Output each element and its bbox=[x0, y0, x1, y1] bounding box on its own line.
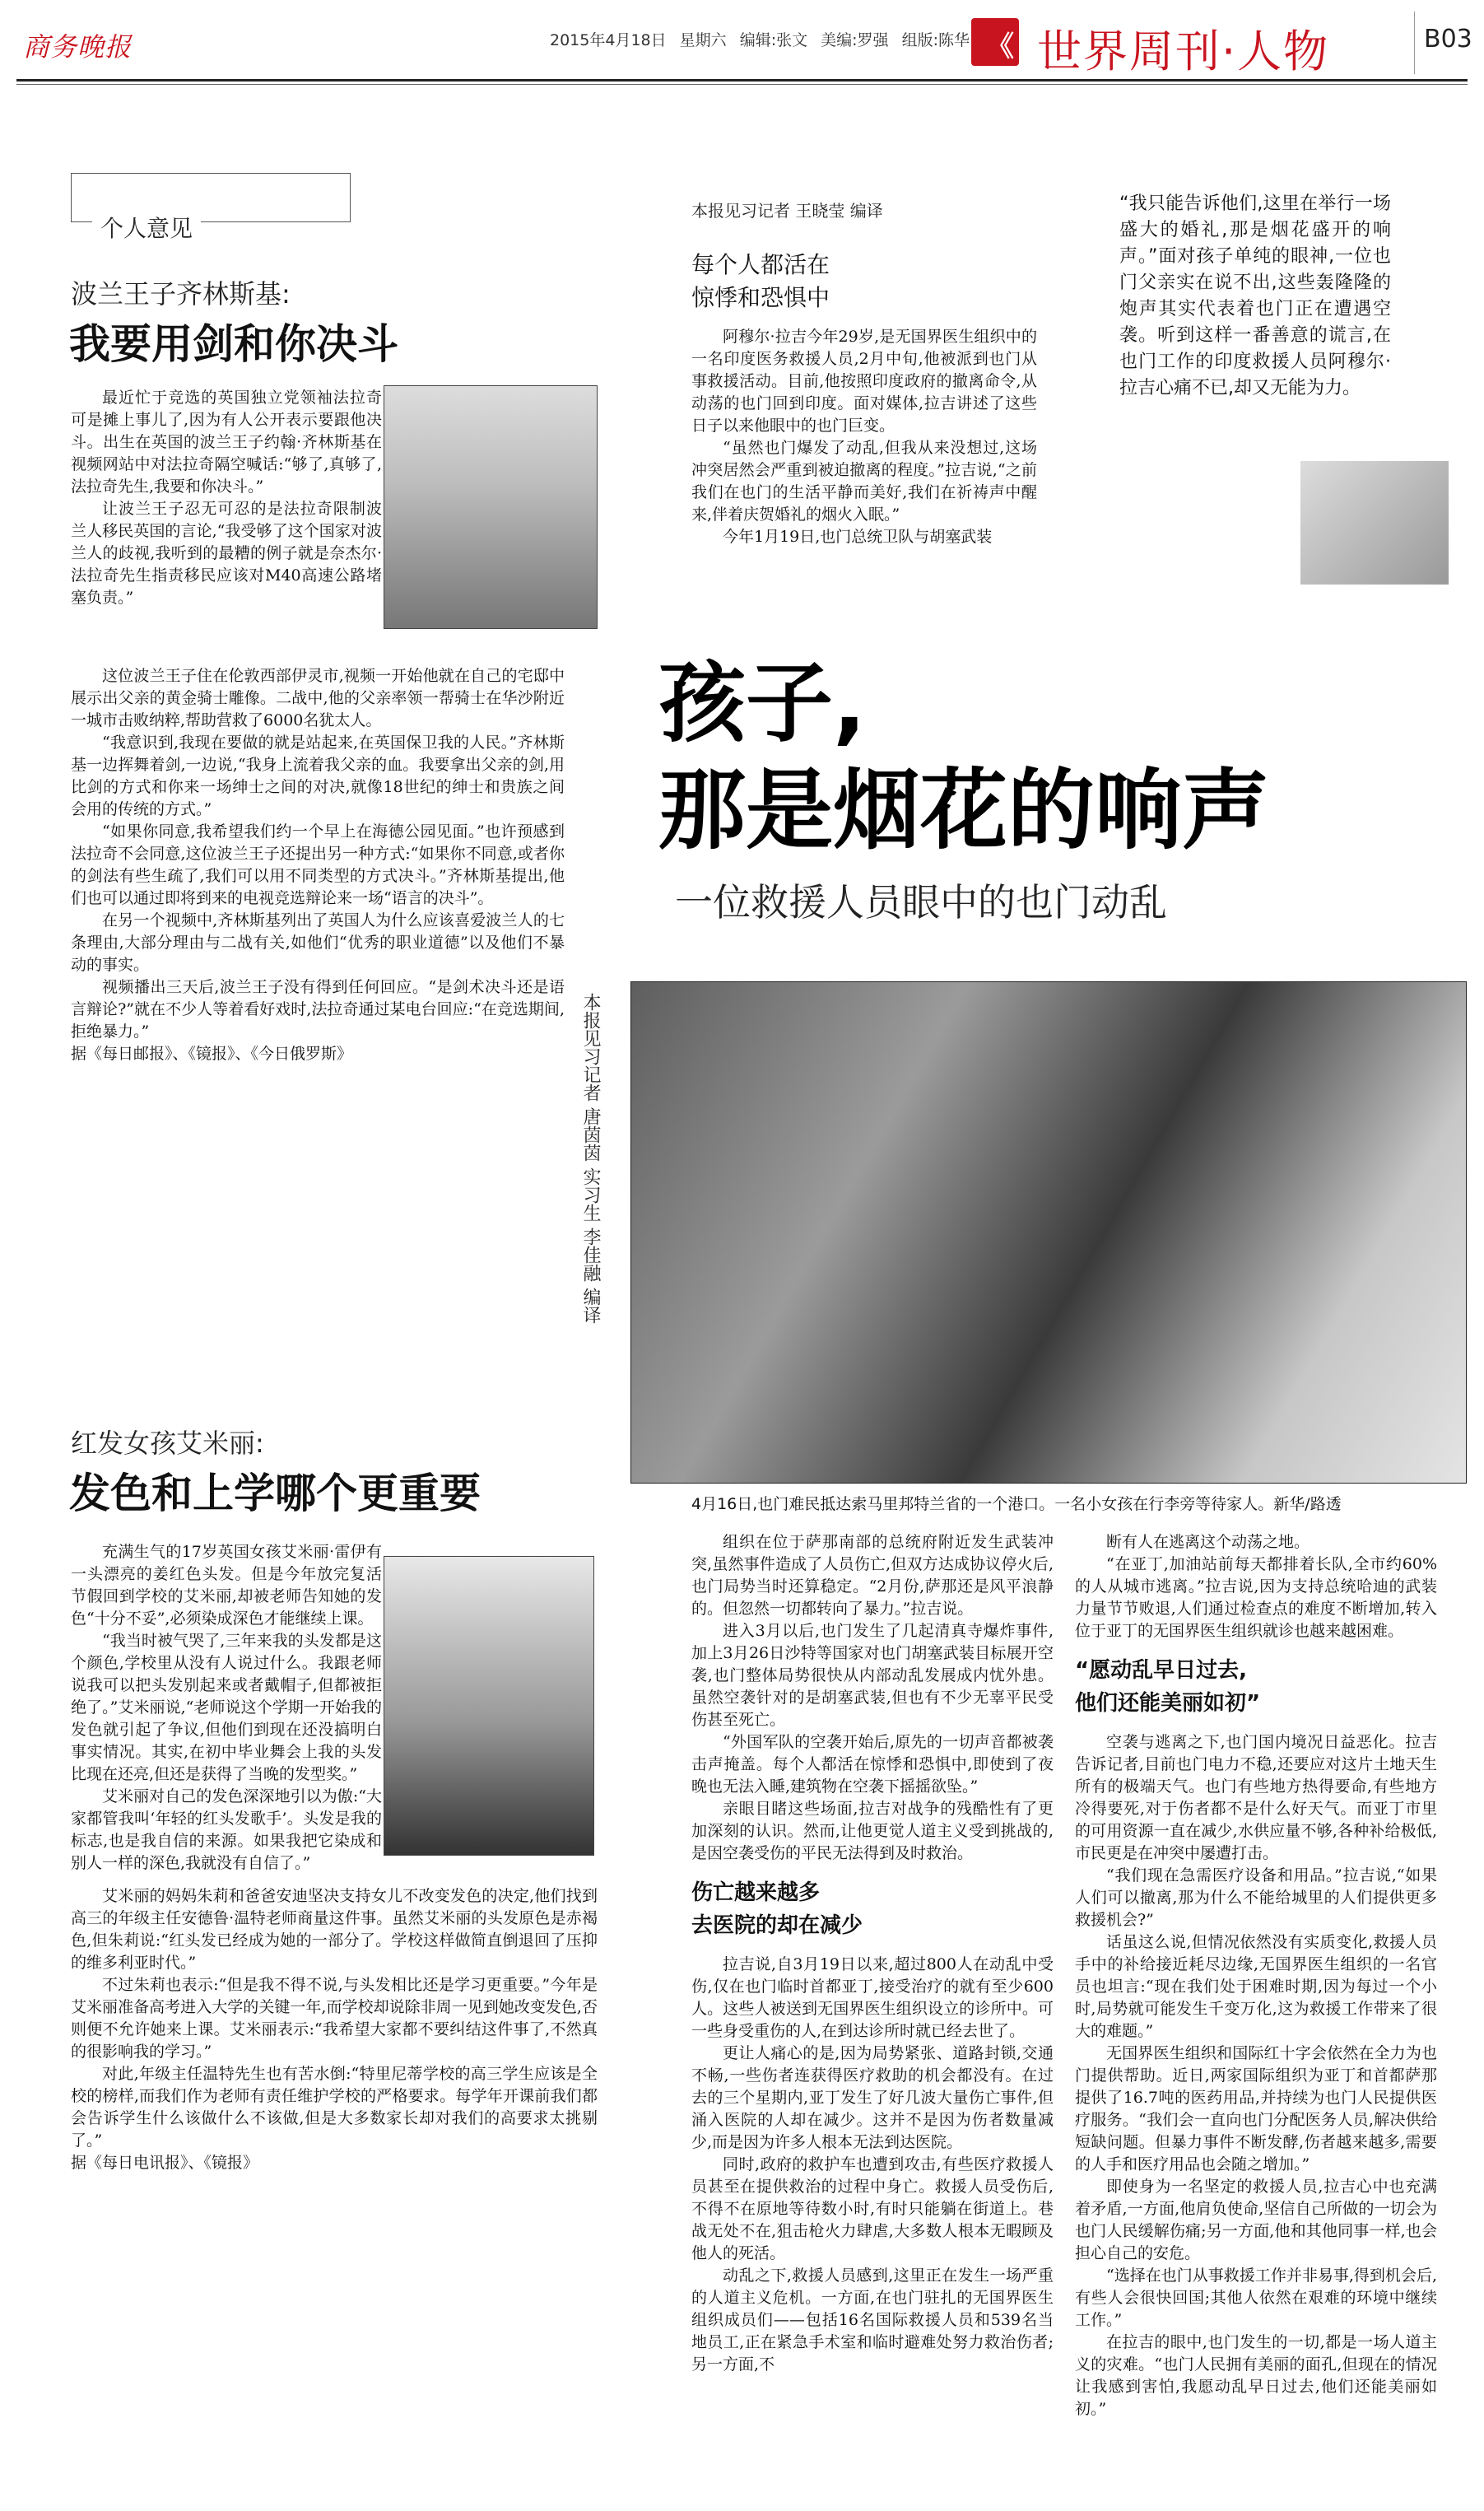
subhead-line: 他们还能美丽如初” bbox=[1075, 1691, 1261, 1716]
paragraph: 动乱之下,救援人员感到,这里正在发生一场严重的人道主义危机。一方面,在也门驻扎的无国界医生组织成员们——包括16名国际救援人员和539名当地员工,正在紧急手术室和临时避难处努力救治伤者;另一方面,不 bbox=[691, 2266, 1054, 2374]
paragraph: 艾米丽对自己的发色深深地引以为傲:“大家都管我叫‘年轻的红头发歌手’。头发是我的标志,也是我自信的来源。如果我把它染成和别人一样的深色,我就没有自信了。” bbox=[71, 1787, 382, 1872]
story1-credit: 据《每日邮报》、《镜报》、《今日俄罗斯》 bbox=[71, 1045, 353, 1063]
paragraph: 对此,年级主任温特先生也有苦水倒:“特里尼蒂学校的高三学生应该是全校的榜样,而我们作为老师有责任维护学校的严格要求。每学年开课前我们都会告诉学生什么该做什么不该做,但是大多数家长却对我们的高要求太挑剔了。” bbox=[71, 2065, 598, 2150]
masthead bbox=[0, 0, 1484, 79]
divider bbox=[1414, 12, 1415, 74]
paragraph: 在另一个视频中,齐林斯基列出了英国人为什么应该喜爱波兰人的七条理由,大部分理由与二战有关,如他们“优秀的职业道德”以及他们不暴动的事实。 bbox=[71, 911, 565, 974]
paragraph: “外国军队的空袭开始后,原先的一切声音都被袭击声掩盖。每个人都活在惊悸和恐惧中,即使到了夜晚也无法入睡,建筑物在空袭下摇摇欲坠。” bbox=[691, 1733, 1054, 1796]
quote-decoration bbox=[1300, 461, 1449, 585]
newspaper-logo: 商务晚报 bbox=[23, 31, 133, 63]
paragraph: 这位波兰王子住在伦敦西部伊灵市,视频一开始他就在自己的宅邸中展示出父亲的黄金骑士雕像。二战中,他的父亲率领一帮骑士在华沙附近一城市击败纳粹,帮助营救了6000名犹太人。 bbox=[71, 667, 565, 729]
story2-kicker: 红发女孩艾米丽: bbox=[71, 1428, 264, 1459]
paragraph: 在拉吉的眼中,也门发生的一切,都是一场人道主义的灾难。“也门人民拥有美丽的面孔,但现在的情况让我感到害怕,我愿动乱早日过去,他们还能美丽如初。” bbox=[1075, 2333, 1437, 2418]
paragraph: 断有人在逃离这个动荡之地。 bbox=[1106, 1533, 1310, 1551]
section-title: 世界周刊·人物 bbox=[1037, 26, 1330, 77]
paragraph: 拉吉说,自3月19日以来,超过800人在动乱中受伤,仅在也门临时首都亚丁,接受治疗的就有至少600人。这些人被送到无国界医生组织设立的诊所中。可一些身受重伤的人,在到达诊所时就已经去世了。 bbox=[691, 1955, 1054, 2040]
paragraph: 视频播出三天后,波兰王子没有得到任何回应。“是剑术决斗还是语言辩论?”就在不少人等着看好戏时,法拉奇通过某电台回应:“在竞选期间,拒绝暴力。” bbox=[71, 978, 565, 1041]
paragraph: 空袭与逃离之下,也门国内境况日益恶化。拉吉告诉记者,目前也门电力不稳,还要应对这片土地天生所有的极端天气。也门有些地方热得要命,有些地方冷得要死,对于伤者都不是什么好天气。而亚丁市里的可用资源一直在减少,水供应量不够,各种补给极低,市民更是在冲突中屡遭打击。 bbox=[1075, 1733, 1437, 1862]
paragraph: “我意识到,我现在要做的就是站起来,在英国保卫我的人民。”齐林斯基一边挥舞着剑,一边说,“我身上流着我父亲的血。我要拿出父亲的剑,用比剑的方式和你来一场绅士之间的对决,就像18世纪的绅士和贵族之间会用的传统的方式。” bbox=[71, 734, 565, 818]
subhead-line: 惊悸和恐惧中 bbox=[691, 284, 830, 311]
opinion-tag: 个人意见 bbox=[92, 211, 201, 244]
feature-intro bbox=[691, 326, 1037, 548]
subhead-line: 伤亡越来越多 bbox=[691, 1880, 821, 1905]
paragraph: 进入3月以后,也门发生了几起清真寺爆炸事件,加上3月26日沙特等国家对也门胡塞武装目标展开空袭,也门整体局势很快从内部动乱发展成内忧外患。虽然空袭针对的是胡塞武装,但也有不少无辜平民受伤甚至死亡。 bbox=[691, 1622, 1054, 1729]
byline-vertical: 本报见习记者 唐茵茵 实习生 李佳融 编译 bbox=[580, 993, 601, 1324]
story2-body-top bbox=[71, 1541, 382, 1875]
story2-body bbox=[71, 1885, 598, 2174]
paragraph: “在亚丁,加油站前每天都排着长队,全市约60%的人从城市逃离。”拉吉说,因为支持总统哈迪的武装力量节节败退,人们通过检查点的难度不断增加,转入位于亚丁的无国界医生组织就诊也越来越困难。 bbox=[1075, 1555, 1437, 1640]
paragraph: “如果你同意,我希望我们约一个早上在海德公园见面。”也许预感到法拉奇不会同意,这位波兰王子还提出另一种方式:“如果你不同意,或者你的剑法有些生疏了,我们可以用不同类型的方式决斗。”齐林斯基提出,他们也可以通过即将到来的电视竞选辩论来一场“语言的决斗”。 bbox=[71, 822, 565, 907]
feature-body-right bbox=[1075, 1531, 1437, 2420]
story1-photo bbox=[384, 385, 598, 629]
paragraph: 充满生气的17岁英国女孩艾米丽·雷伊有一头漂亮的姜红色头发。但是今年放完复活节假回到学校的艾米丽,却被老师告知她的发色“十分不妥”,必须染成深色才能继续上课。 bbox=[71, 1543, 382, 1628]
paragraph: “我们现在急需医疗设备和用品。”拉吉说,“如果人们可以撤离,那为什么不能给城里的人们提供更多救援机会?” bbox=[1075, 1866, 1437, 1929]
header-rule-thin bbox=[16, 84, 1468, 85]
title-line: 孩子, bbox=[658, 653, 867, 754]
paragraph: 组织在位于萨那南部的总统府附近发生武装冲突,虽然事件造成了人员伤亡,但双方达成协议停火后,也门局势当时还算稳定。“2月份,萨那还是风平浪静的。但忽然一切都转向了暴力。”拉吉说。 bbox=[691, 1533, 1054, 1618]
paragraph: 阿穆尔·拉吉今年29岁,是无国界医生组织中的一名印度医务救援人员,2月中旬,他被派到也门从事救援活动。目前,他按照印度政府的撤离命令,从动荡的也门回到印度。面对媒体,拉吉讲述了这些日子以来他眼中的也门巨变。 bbox=[691, 328, 1037, 435]
paragraph: “选择在也门从事救援工作并非易事,得到机会后,有些人会很快回国;其他人依然在艰难的环境中继续工作。” bbox=[1075, 2266, 1437, 2329]
subhead-line: 每个人都活在 bbox=[691, 251, 830, 278]
feature-subhead-b bbox=[691, 1876, 1054, 1942]
story1-headline: 我要用剑和你决斗 bbox=[69, 320, 398, 368]
section-arrow-icon: 《 bbox=[971, 18, 1019, 66]
subhead-line: “愿动乱早日过去, bbox=[1075, 1658, 1247, 1683]
paragraph: 亲眼目睹这些场面,拉吉对战争的残酷性有了更加深刻的认识。然而,让他更觉人道主义受到挑战的,是因空袭受伤的平民无法得到及时救治。 bbox=[691, 1800, 1054, 1862]
paragraph: 不过朱莉也表示:“但是我不得不说,与头发相比还是学习更重要。”今年是艾米丽准备高考进入大学的关键一年,而学校却说除非周一见到她改变发色,否则便不允许她来上课。艾米丽表示:“我希望大家都不要纠结这件事了,不然真的很影响我的学习。” bbox=[71, 1976, 598, 2061]
feature-body-left bbox=[691, 1531, 1054, 2376]
paragraph: 最近忙于竞选的英国独立党领袖法拉奇可是摊上事儿了,因为有人公开表示要跟他决斗。出生在英国的波兰王子约翰·齐林斯基在视频网站中对法拉奇隔空喊话:“够了,真够了,法拉奇先生,我要和你决斗。” bbox=[71, 389, 382, 496]
story1-kicker: 波兰王子齐林斯基: bbox=[71, 278, 291, 310]
header-rule bbox=[16, 79, 1468, 82]
issue-meta: 2015年4月18日 星期六 编辑:张文 美编:罗强 组版:陈华 bbox=[550, 31, 970, 49]
photo-caption: 4月16日,也门难民抵达索马里邦特兰省的一个港口。一名小女孩在行李旁等待家人。新华/路透 bbox=[691, 1495, 1342, 1513]
story1-body bbox=[71, 665, 565, 1065]
feature-subtitle: 一位救援人员眼中的也门动乱 bbox=[675, 880, 1167, 925]
page-number: B03 bbox=[1424, 25, 1472, 54]
paragraph: 让波兰王子忍无可忍的是法拉奇限制波兰人移民英国的言论,“我受够了这个国家对波兰人的歧视,我听到的最糟的例子就是奈杰尔·法拉奇先生指责移民应该对M40高速公路堵塞负责。” bbox=[71, 500, 382, 607]
paragraph: 话虽这么说,但情况依然没有实质变化,救援人员手中的补给接近耗尽边缘,无国界医生组织的一名官员也坦言:“现在我们处于困难时期,因为每过一个小时,局势就可能发生千变万化,这为救援工作带来了很大的难题。” bbox=[1075, 1933, 1437, 2040]
story2-credit: 据《每日电讯报》、《镜报》 bbox=[71, 2154, 259, 2172]
story2-photo bbox=[384, 1556, 594, 1856]
paragraph: 无国界医生组织和国际红十字会依然在全力为也门提供帮助。近日,两家国际组织为亚丁和首都萨那提供了16.7吨的医药用品,并持续为也门人民提供医疗服务。“我们会一直向也门分配医务人员,解决供给短缺问题。但暴力事件不断发酵,伤者越来越多,需要的人手和医疗用品也会随之增加。” bbox=[1075, 2044, 1437, 2173]
title-line: 那是烟花的响声 bbox=[658, 760, 1269, 861]
feature-byline: 本报见习记者 王晓莹 编译 bbox=[691, 201, 883, 221]
story1-body-top bbox=[71, 387, 382, 609]
paragraph: 今年1月19日,也门总统卫队与胡塞武装 bbox=[723, 528, 993, 546]
feature-photo bbox=[630, 981, 1467, 1484]
paragraph: 即使身为一名坚定的救援人员,拉吉心中也充满着矛盾,一方面,他肩负使命,坚信自己所做的一切会为也门人民缓解伤痛;另一方面,他和其他同事一样,也会担心自己的安危。 bbox=[1075, 2178, 1437, 2262]
feature-subhead-c bbox=[1075, 1654, 1437, 1720]
paragraph: 更让人痛心的是,因为局势紧张、道路封锁,交通不畅,一些伤者连获得医疗救助的机会都没有。在过去的三个星期内,亚丁发生了好几波大量伤亡事件,但涌入医院的人却在减少。这并不是因为伤者数量减少,而是因为许多人根本无法到达医院。 bbox=[691, 2044, 1054, 2151]
paragraph: 艾米丽的妈妈朱莉和爸爸安迪坚决支持女儿不改变发色的决定,他们找到高三的年级主任安德鲁·温特老师商量这件事。虽然艾米丽的头发原色是赤褐色,但朱莉说:“红头发已经成为她的一部分了。学校这样做简直倒退回了压抑的维多利亚时代。” bbox=[71, 1887, 598, 1972]
feature-subhead-a bbox=[691, 249, 830, 314]
subhead-line: 去医院的却在减少 bbox=[691, 1913, 863, 1938]
pull-quote: “我只能告诉他们,这里在举行一场盛大的婚礼,那是烟花盛开的响声。”面对孩子单纯的眼神,一位也门父亲实在说不出,这些轰隆隆的炮声其实代表着也门正在遭遇空袭。听到这样一番善意的谎言,在也门工作的印度救援人员阿穆尔·拉吉心痛不已,却又无能为力。 bbox=[1119, 193, 1391, 398]
paragraph: 同时,政府的救护车也遭到攻击,有些医疗救援人员甚至在提供救治的过程中身亡。救援人员受伤后,不得不在原地等待数小时,有时只能躺在街道上。巷战无处不在,狙击枪火力肆虐,大多数人根本无暇顾及他人的死活。 bbox=[691, 2155, 1054, 2262]
paragraph: “虽然也门爆发了动乱,但我从来没想过,这场冲突居然会严重到被迫撤离的程度。”拉吉说,“之前我们在也门的生活平静而美好,我们在祈祷声中醒来,伴着庆贺婚礼的烟火入眠。” bbox=[691, 439, 1037, 524]
paragraph: “我当时被气哭了,三年来我的头发都是这个颜色,学校里从没有人说过什么。我跟老师说我可以把头发别起来或者戴帽子,但都被拒绝了。”艾米丽说,“老师说这个学期一开始我的发色就引起了争议,但他们到现在还没搞明白事实情况。其实,在初中毕业舞会上我的头发比现在还亮,但还是获得了当晚的发型奖。” bbox=[71, 1632, 382, 1783]
story2-headline: 发色和上学哪个更重要 bbox=[69, 1470, 481, 1517]
feature-title bbox=[658, 650, 1269, 864]
